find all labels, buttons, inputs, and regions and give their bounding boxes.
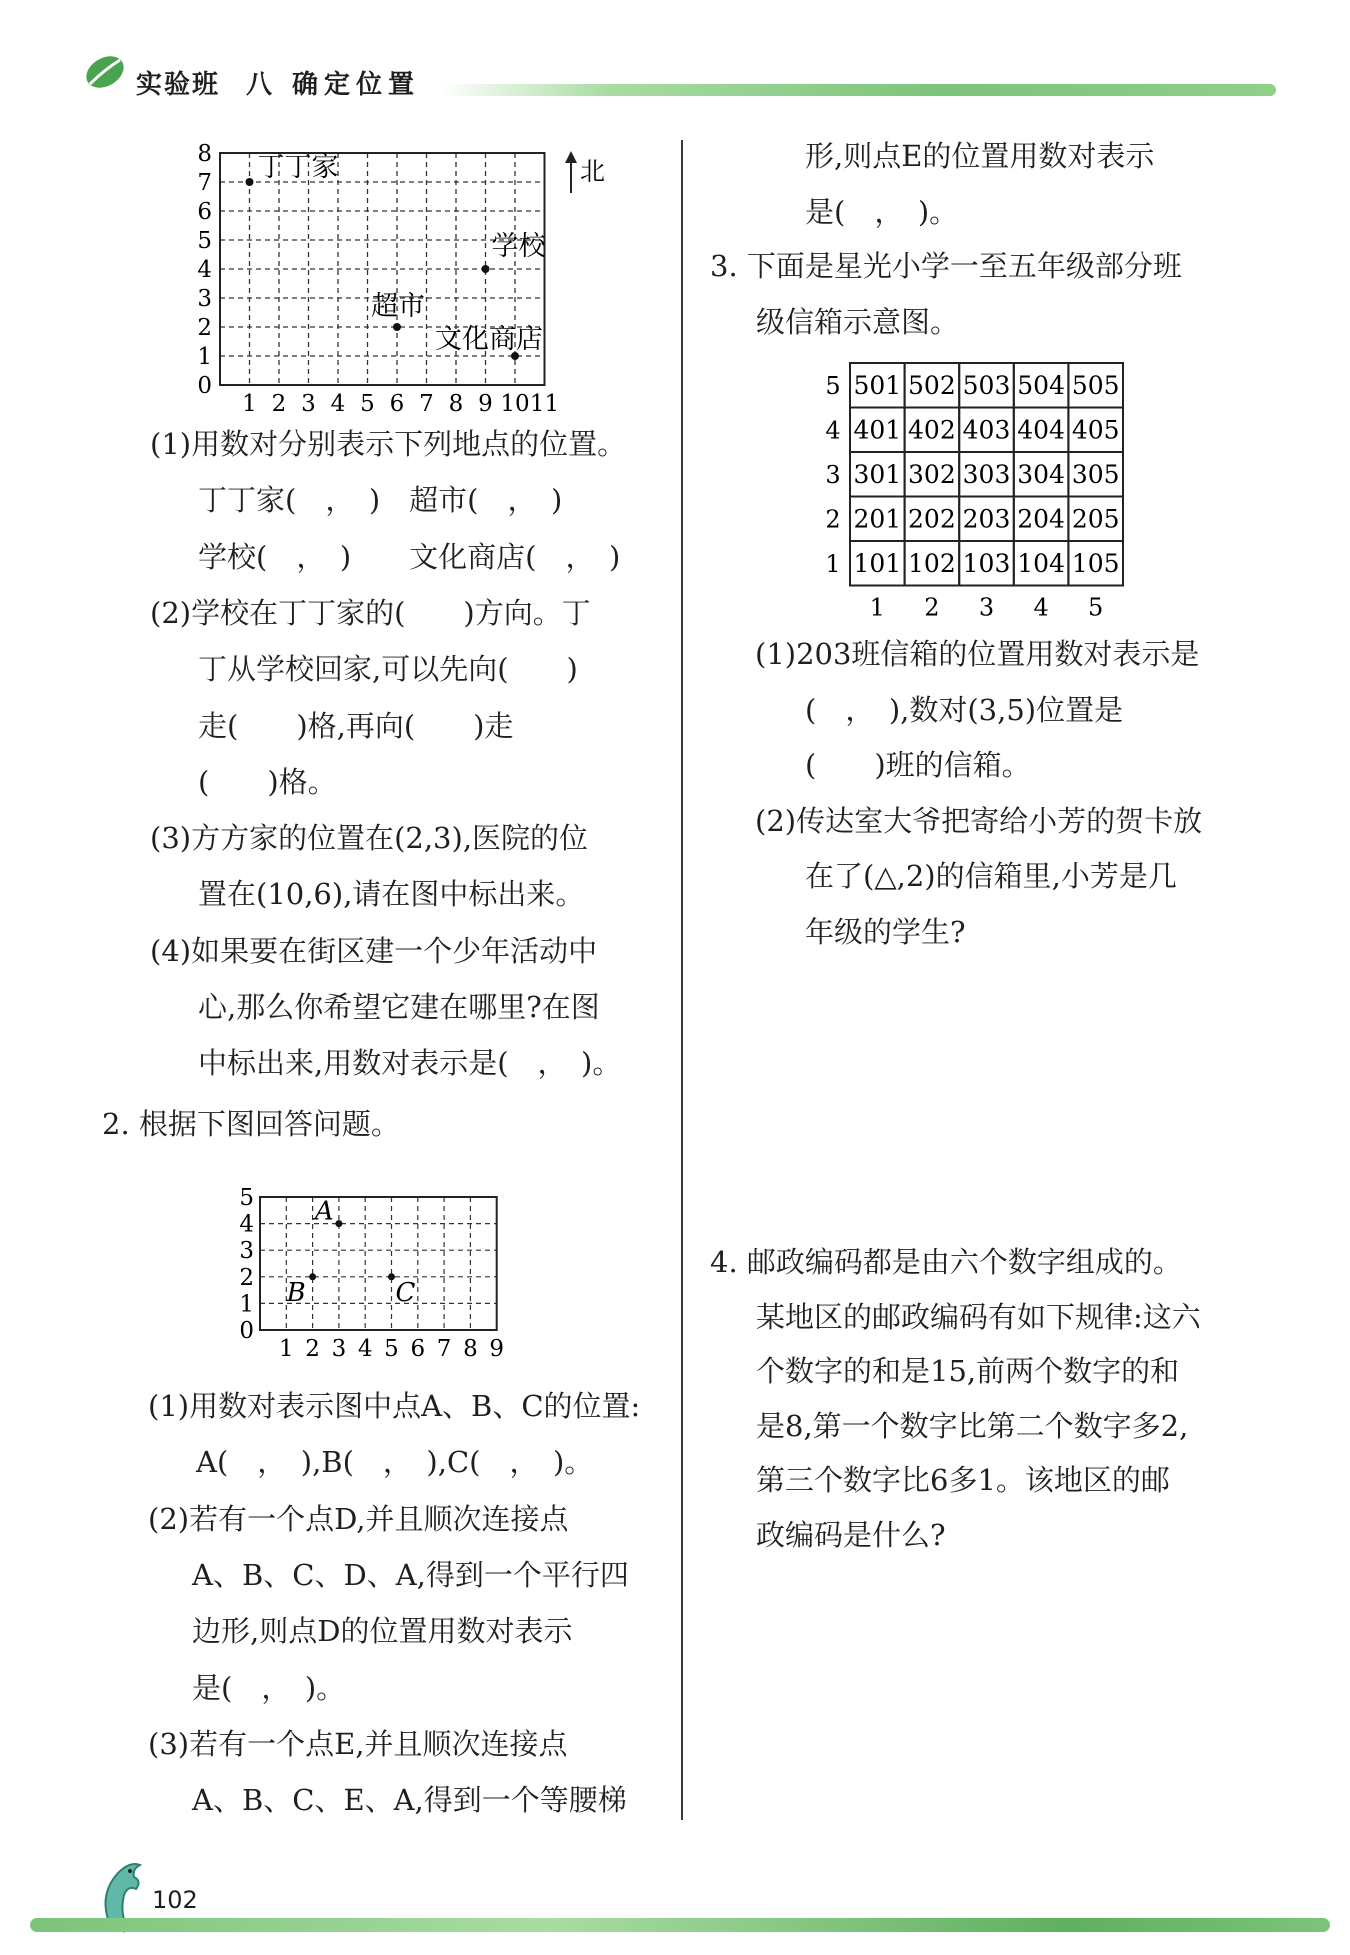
q1-line: (1)用数对分别表示下列地点的位置。 — [150, 427, 627, 461]
q1-line: (2)学校在丁丁家的( )方向。丁 — [150, 595, 591, 630]
q2-cont-line: 形,则点E的位置用数对表示 — [805, 139, 1155, 173]
row-label: 5 — [825, 372, 841, 400]
place-label: 超市 — [371, 291, 425, 322]
col-label: 4 — [1033, 593, 1049, 622]
x-tick-label: 3 — [301, 391, 316, 417]
x-tick-label: 3 — [331, 1336, 347, 1362]
mailbox-number: 205 — [1071, 504, 1120, 534]
q4-line: 第三个数字比6多1。该地区的邮 — [756, 1463, 1170, 1497]
row-label: 4 — [825, 416, 841, 445]
x-tick-label: 11 — [529, 391, 560, 417]
header-leaf-logo — [82, 52, 128, 96]
mailbox-number: 202 — [908, 504, 956, 534]
y-tick-label: 4 — [239, 1211, 254, 1238]
mailbox-number: 303 — [962, 460, 1011, 489]
y-tick-label: 4 — [197, 257, 212, 283]
mailbox-table — [815, 358, 1205, 630]
y-tick-label: 2 — [239, 1264, 254, 1291]
row-label: 2 — [825, 505, 841, 534]
mailbox-number: 201 — [853, 504, 902, 534]
q4-line: 某地区的邮政编码有如下规律:这六 — [756, 1299, 1201, 1334]
q4-line: 政编码是什么? — [756, 1517, 946, 1552]
header-unit-title: 确定位置 — [292, 70, 421, 100]
mailbox-number: 301 — [853, 460, 902, 489]
footer-green-band — [30, 1918, 1330, 1932]
x-tick-label: 2 — [271, 391, 287, 417]
mailbox-number: 104 — [1017, 549, 1065, 578]
q2-line: A、B、C、D、A,得到一个平行四 — [192, 1557, 629, 1592]
q3-sub-line: 在了(△,2)的信箱里,小芳是几 — [805, 859, 1177, 893]
point-label: A — [314, 1196, 334, 1227]
point — [335, 1220, 342, 1227]
point-label: B — [286, 1277, 306, 1308]
q3-line: 级信箱示意图。 — [756, 305, 960, 339]
q1-line: 中标出来,用数对表示是( ， )。 — [198, 1046, 622, 1081]
place-label: 文化商店 — [435, 324, 543, 355]
q3-sub-line: ( )班的信箱。 — [805, 748, 1031, 782]
y-tick-label: 6 — [197, 199, 212, 225]
x-tick-label: 5 — [360, 391, 375, 417]
q2-line: A、B、C、E、A,得到一个等腰梯 — [192, 1783, 627, 1818]
mailbox-number: 101 — [853, 549, 902, 578]
mailbox-number: 504 — [1017, 371, 1065, 400]
q4-line: 4. 邮政编码都是由六个数字组成的。 — [710, 1245, 1182, 1279]
point — [309, 1273, 316, 1280]
mailbox-number: 404 — [1017, 415, 1065, 445]
q1-line: 丁丁家( ， ) 超市( ， ) — [198, 483, 563, 518]
q1-line: 走( )格,再向( )走 — [198, 708, 514, 743]
place-label: 丁丁家 — [257, 152, 339, 183]
mailbox-number: 405 — [1071, 415, 1120, 445]
q1-line: 学校( ， ) 文化商店( ， ) — [198, 539, 621, 574]
mailbox-number: 305 — [1071, 460, 1120, 489]
y-tick-label: 7 — [197, 170, 212, 196]
mailbox-number: 102 — [908, 549, 956, 578]
north-label: 北 — [580, 157, 606, 186]
col-label: 2 — [924, 593, 940, 622]
column-divider — [681, 140, 683, 1820]
mailbox-number: 304 — [1017, 460, 1065, 489]
mailbox-number: 401 — [853, 415, 902, 445]
q2-line: A( ， ),B( ， ),C( ， )。 — [196, 1445, 594, 1480]
q2-line: (2)若有一个点D,并且顺次连接点 — [148, 1501, 569, 1536]
col-label: 5 — [1088, 593, 1104, 622]
q1-line: ( )格。 — [198, 764, 337, 799]
q1-line: 置在(10,6),请在图中标出来。 — [198, 877, 585, 912]
north-arrow-head — [565, 151, 577, 163]
x-tick-label: 7 — [419, 391, 434, 417]
y-tick-label: 3 — [239, 1238, 254, 1265]
q1-coordinate-grid — [197, 135, 610, 417]
y-tick-label: 0 — [197, 373, 212, 399]
point — [388, 1273, 395, 1280]
x-tick-label: 1 — [242, 391, 257, 417]
mailbox-number: 505 — [1071, 371, 1120, 400]
mailbox-number: 103 — [962, 549, 1011, 578]
mailbox-number: 402 — [908, 415, 956, 445]
place-label: 学校 — [491, 231, 546, 262]
q1-line: 心,那么你希望它建在哪里?在图 — [198, 990, 600, 1024]
q1-line: 丁从学校回家,可以先向( ) — [198, 652, 578, 687]
q3-line: 3. 下面是星光小学一至五年级部分班 — [710, 249, 1182, 283]
y-tick-label: 3 — [197, 286, 212, 312]
q2-cont-line: 是( ， )。 — [805, 195, 959, 229]
y-tick-label: 2 — [197, 315, 212, 341]
header-green-band — [440, 84, 1276, 96]
x-tick-label: 4 — [357, 1336, 373, 1362]
q2-line: (3)若有一个点E,并且顺次连接点 — [148, 1726, 568, 1761]
q3-sub-line: ( ， ),数对(3,5)位置是 — [805, 692, 1124, 727]
mailbox-number: 203 — [962, 504, 1011, 534]
q2-coordinate-grid — [230, 1160, 570, 1360]
header-book-name: 实验班 — [136, 70, 221, 100]
q2-line: 边形,则点D的位置用数对表示 — [192, 1614, 573, 1649]
x-tick-label: 7 — [436, 1336, 452, 1362]
q3-sub-line: (2)传达室大爷把寄给小芳的贺卡放 — [755, 803, 1203, 838]
y-tick-label: 5 — [197, 228, 212, 254]
q4-line: 是8,第一个数字比第二个数字多2, — [756, 1408, 1189, 1443]
x-tick-label: 10 — [500, 391, 530, 417]
y-tick-label: 0 — [239, 1318, 254, 1344]
row-label: 1 — [825, 550, 841, 578]
place-point — [393, 323, 401, 331]
x-tick-label: 2 — [305, 1336, 320, 1362]
place-point — [246, 178, 254, 186]
place-point — [482, 265, 490, 273]
mailbox-number: 403 — [962, 415, 1011, 445]
y-tick-label: 1 — [239, 1291, 254, 1318]
q3-sub-line: (1)203班信箱的位置用数对表示是 — [755, 637, 1200, 671]
mailbox-number: 503 — [962, 371, 1011, 400]
question-2-title: 2. 根据下图回答问题。 — [102, 1107, 400, 1141]
x-tick-label: 8 — [463, 1336, 478, 1362]
grid-frame — [260, 1197, 497, 1330]
x-tick-label: 9 — [489, 1336, 505, 1362]
q4-line: 个数字的和是15,前两个数字的和 — [756, 1354, 1180, 1388]
q1-line: (3)方方家的位置在(2,3),医院的位 — [150, 821, 589, 856]
x-tick-label: 6 — [389, 391, 405, 417]
q2-line: (1)用数对表示图中点A、B、C的位置: — [148, 1389, 641, 1423]
col-label: 3 — [978, 593, 995, 622]
page-number: 102 — [152, 1886, 198, 1914]
header-unit-number: 八 — [246, 70, 275, 100]
mailbox-number: 502 — [908, 371, 956, 400]
col-label: 1 — [869, 593, 885, 622]
mailbox-number: 105 — [1071, 549, 1120, 578]
x-tick-label: 9 — [478, 391, 493, 417]
x-tick-label: 8 — [448, 391, 464, 417]
point-label: C — [395, 1277, 416, 1308]
y-tick-label: 8 — [197, 141, 212, 167]
y-tick-label: 1 — [197, 344, 212, 370]
x-tick-label: 6 — [410, 1336, 426, 1362]
x-tick-label: 1 — [278, 1336, 294, 1362]
mailbox-number: 204 — [1017, 504, 1065, 534]
mailbox-number: 302 — [908, 460, 956, 489]
mailbox-number: 501 — [853, 371, 902, 400]
q2-line: 是( ， )。 — [192, 1670, 346, 1705]
x-tick-label: 5 — [384, 1336, 399, 1362]
y-tick-label: 5 — [239, 1185, 254, 1211]
x-tick-label: 4 — [330, 391, 346, 417]
q3-sub-line: 年级的学生? — [805, 914, 966, 949]
row-label: 3 — [825, 461, 841, 489]
q1-line: (4)如果要在街区建一个少年活动中 — [150, 933, 598, 968]
